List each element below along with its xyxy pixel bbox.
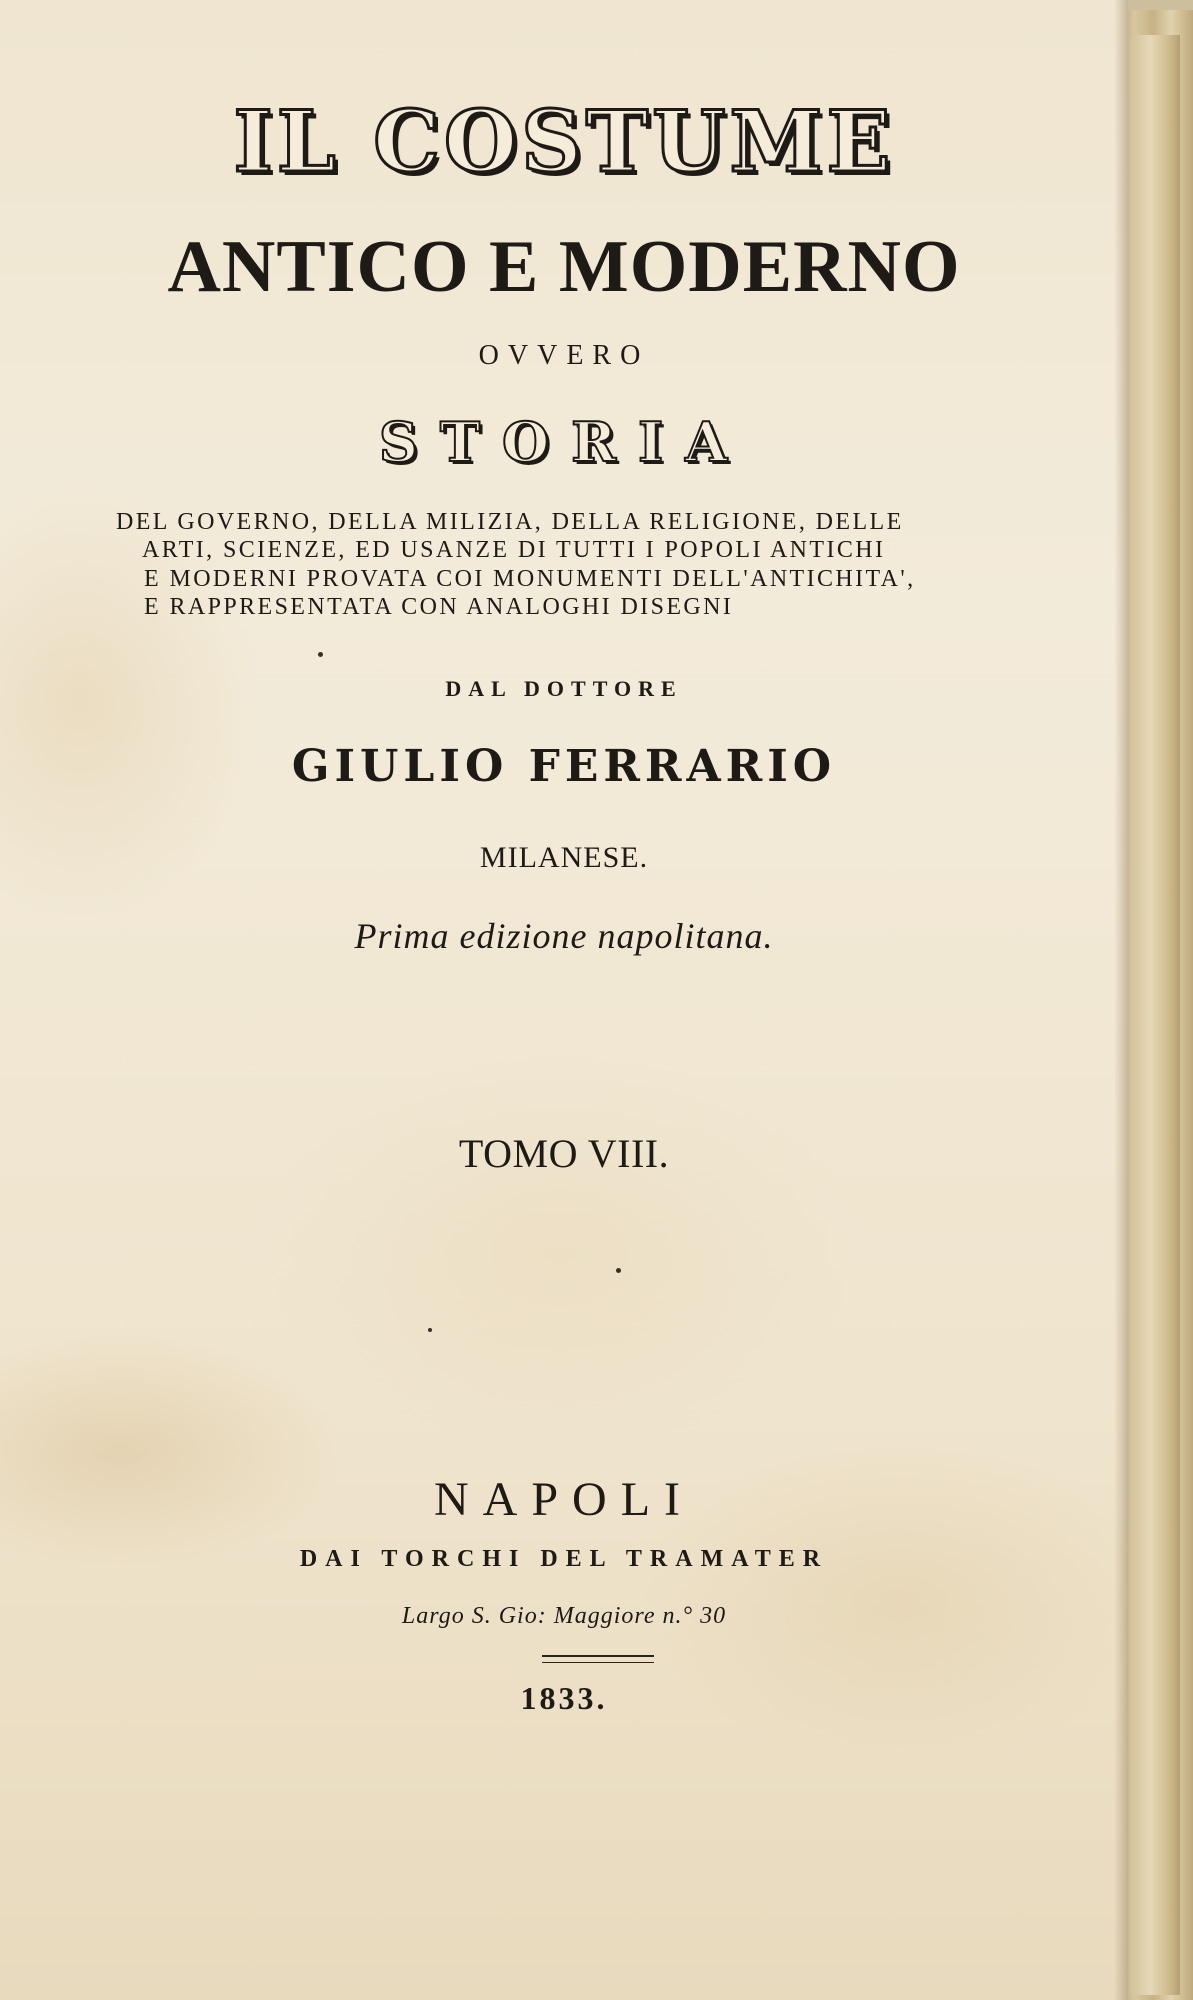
volume-number: TOMO VIII.: [458, 1131, 670, 1176]
description-line: E MODERNI PROVATA COI MONUMENTI DELL'ANTICHITA',: [144, 566, 916, 592]
title-line-1: IL COSTUME: [233, 92, 895, 191]
ink-speck: [428, 1328, 432, 1332]
imprint-city: NAPOLI: [434, 1473, 694, 1526]
subtitle: STORIA: [378, 410, 750, 474]
description-line: ARTI, SCIENZE, ED USANZE DI TUTTI I POPOLI ANTICHI: [142, 537, 886, 563]
author-origin: MILANESE.: [479, 841, 649, 874]
book-fore-edge: [1120, 10, 1193, 2000]
imprint-address: Largo S. Gio: Maggiore n.° 30: [401, 1603, 727, 1629]
ink-speck: [318, 652, 323, 657]
title-line-2: ANTICO E MODERNO: [167, 226, 961, 308]
ink-speck: [616, 1268, 621, 1273]
divider-rule: [542, 1655, 654, 1663]
description-line: E RAPPRESENTATA CON ANALOGHI DISEGNI: [144, 594, 734, 620]
edition-note: Prima edizione napolitana.: [354, 916, 774, 956]
conjunction: OVVERO: [478, 340, 650, 371]
page-stack: [1130, 35, 1180, 1995]
description-line: DEL GOVERNO, DELLA MILIZIA, DELLA RELIGIONE, DELLE: [116, 509, 904, 535]
imprint-year: 1833.: [520, 1680, 608, 1716]
author-name: GIULIO FERRARIO: [291, 741, 837, 792]
imprint-printer: DAI TORCHI DEL TRAMATER: [299, 1546, 829, 1572]
author-prefix: DAL DOTTORE: [445, 676, 683, 701]
